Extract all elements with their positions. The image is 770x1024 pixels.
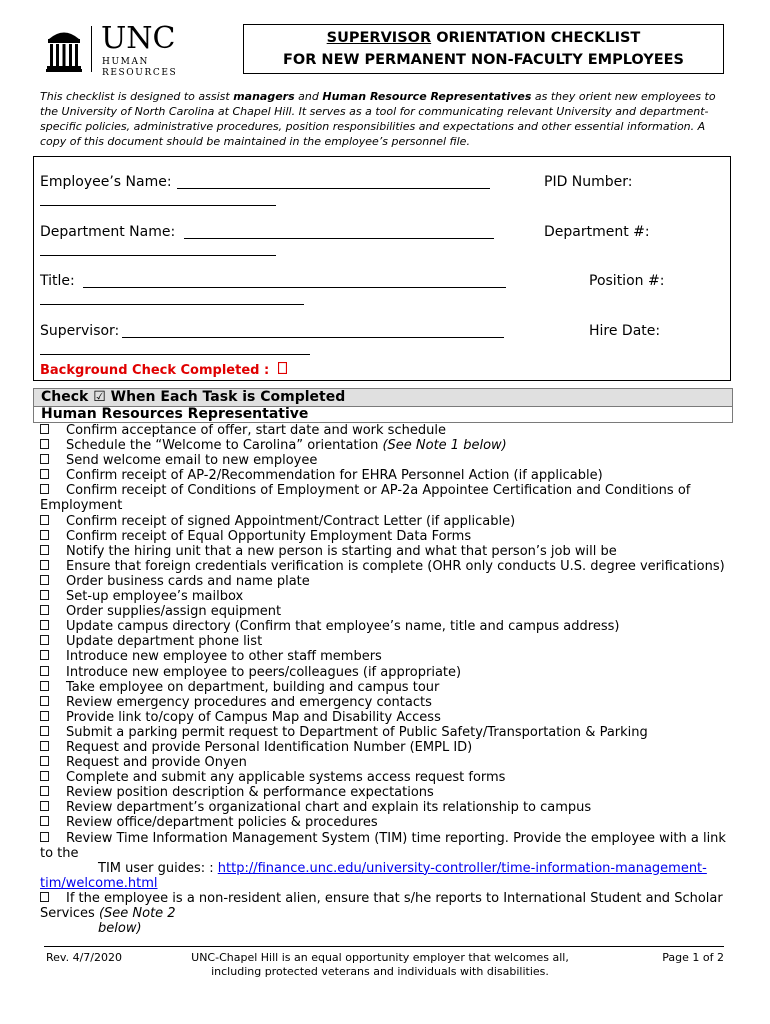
title-supervisor: SUPERVISOR (326, 30, 432, 46)
tim-user-guides-line (40, 861, 707, 876)
checkbox-icon[interactable] (40, 590, 49, 600)
checklist-item (40, 529, 730, 544)
checklist-heading (33, 388, 733, 407)
checklist-item-text: Request and provide Onyen (66, 755, 247, 771)
employee-name-label: Employee’s Name: (40, 174, 172, 190)
checklist-item (40, 649, 730, 664)
checklist-item-text: Set-up employee’s mailbox (66, 589, 244, 605)
checklist-item-text: Review Time Information Management System (TIM) time reporting. Provide the employee with a link to the (40, 830, 726, 861)
checklist-item (40, 574, 730, 589)
department-number-label: Department #: (544, 224, 650, 240)
note-1-reference: (See Note 1 below) (382, 438, 507, 454)
checklist-item (40, 680, 730, 695)
checklist-item-text: Take employee on department, building and campus tour (66, 679, 440, 695)
tim-user-guides (40, 861, 730, 876)
employee-name-line[interactable] (177, 188, 490, 189)
department-name-label: Department Name: (40, 224, 176, 240)
checkbox-icon[interactable] (40, 650, 49, 660)
logo-hr-text: HUMAN RESOURCES (102, 57, 178, 78)
hr-representative-heading (33, 406, 733, 423)
position-number-label: Position #: (589, 273, 665, 289)
document-title-box (243, 24, 724, 74)
checklist-item (40, 619, 730, 634)
checklist-item-text: Review department’s organizational chart and explain its relationship to campus (66, 800, 592, 816)
checkbox-icon[interactable] (40, 816, 49, 826)
checkbox-icon[interactable] (40, 424, 49, 434)
checklist-item (40, 544, 730, 559)
supervisor-label: Supervisor: (40, 323, 120, 339)
checkbox-icon[interactable] (40, 454, 49, 464)
old-well-icon (46, 26, 82, 72)
checklist-item (40, 483, 730, 513)
checkbox-icon[interactable] (40, 756, 49, 766)
intro-bold-managers: managers (233, 90, 295, 103)
checklist-item-text: Confirm acceptance of offer, start date and work schedule (66, 423, 446, 438)
employee-info-box (33, 156, 731, 381)
checklist-items (40, 423, 730, 936)
checklist-item (40, 665, 730, 680)
intro-text-3: as they orient new employees to the University of North Carolina at Chapel Hill. It serves as a tool for communicating relevant University and department-specific policies, administrative procedures, position responsibilities and expectations and other essential information. A copy of this document should be maintained in the employee’s personnel file. (40, 90, 716, 148)
checklist-item-text: Request and provide Personal Identification Number (EMPL ID) (66, 739, 473, 755)
checklist-item (40, 604, 730, 619)
intro-text-2: and (294, 90, 323, 103)
intro-paragraph (40, 89, 730, 149)
title-label: Title: (40, 273, 75, 289)
checklist-item (40, 815, 730, 830)
note-2-continued (40, 921, 730, 936)
checklist-item (40, 695, 730, 710)
checklist-item-text: If the employee is a non-resident alien, ensure that s/he reports to International Student and Scholar Services (40, 890, 723, 921)
checkbox-icon[interactable] (40, 741, 49, 751)
checklist-item-text: Review office/department policies & procedures (66, 815, 378, 831)
background-check (40, 362, 287, 378)
checklist-item (40, 423, 730, 438)
title-line[interactable] (83, 287, 506, 288)
tim-link-continued-text[interactable]: tim/welcome.html (40, 875, 158, 891)
checklist-item-text: Introduce new employee to peers/colleagues (if appropriate) (66, 664, 462, 680)
page-number: Page 1 of 2 (662, 951, 724, 964)
background-check-checkbox[interactable] (278, 362, 287, 378)
checkbox-icon[interactable] (40, 484, 49, 494)
checkbox-icon[interactable] (40, 575, 49, 585)
position-number-line[interactable] (40, 304, 304, 305)
note-2-reference: (See Note 2 (98, 906, 176, 921)
checklist-item (40, 634, 730, 649)
checklist-item (40, 453, 730, 468)
checkbox-icon[interactable] (40, 530, 49, 540)
checkbox-icon[interactable] (40, 560, 49, 570)
intro-text-1: This checklist is designed to assist (40, 90, 234, 103)
checkbox-icon[interactable] (40, 620, 49, 630)
checkbox-icon[interactable] (40, 515, 49, 525)
checklist-item-text: Confirm receipt of signed Appointment/Contract Letter (if applicable) (66, 513, 516, 529)
checklist-item-text: Order supplies/assign equipment (66, 604, 282, 620)
checkbox-icon[interactable] (40, 681, 49, 691)
checklist-item-text: Update department phone list (66, 634, 263, 650)
hire-date-label: Hire Date: (589, 323, 661, 339)
checklist-item-text: Confirm receipt of Equal Opportunity Employment Data Forms (66, 528, 472, 544)
checklist-item (40, 725, 730, 740)
background-check-label: Background Check Completed : (40, 363, 270, 378)
checklist-item-text: Introduce new employee to other staff members (66, 649, 382, 665)
checklist-item (40, 831, 730, 861)
footer-rule (44, 946, 724, 947)
checklist-item-text: Ensure that foreign credentials verification is complete (OHR only conducts U.S. degree verifications) (66, 558, 725, 574)
checklist-item-text: Update campus directory (Confirm that employee’s name, title and campus address) (66, 619, 620, 635)
pid-number-line[interactable] (40, 205, 276, 206)
checklist-item-text: Review position description & performance expectations (66, 785, 434, 801)
tim-user-guides-label: TIM user guides: : (98, 860, 218, 876)
title-line-1 (244, 30, 723, 46)
checkbox-icon[interactable] (40, 469, 49, 479)
supervisor-line[interactable] (122, 337, 504, 338)
unc-hr-logo (46, 21, 228, 78)
checklist-item (40, 514, 730, 529)
checkbox-icon[interactable] (40, 786, 49, 796)
checklist-item (40, 589, 730, 604)
checklist-item-text: Review emergency procedures and emergency contacts (66, 694, 432, 710)
checkbox-icon[interactable] (40, 726, 49, 736)
eo-statement (170, 951, 590, 979)
checklist-item-text: Send welcome email to new employee (66, 453, 318, 469)
checkbox-icon[interactable] (40, 605, 49, 615)
hr-representative-heading-text: Human Resources Representative (41, 406, 309, 422)
checkbox-icon[interactable] (40, 832, 49, 842)
checkbox-icon[interactable] (40, 892, 49, 902)
department-name-line[interactable] (184, 238, 494, 239)
pid-number-label: PID Number: (544, 174, 633, 190)
checkbox-icon[interactable] (40, 635, 49, 645)
tim-link[interactable]: http://finance.unc.edu/university-controller/time-information-management- (217, 860, 707, 876)
checklist-item (40, 891, 730, 921)
checklist-item-text: Provide link to/copy of Campus Map and Disability Access (66, 709, 441, 725)
checklist-item-text: Complete and submit any applicable systems access request forms (66, 770, 506, 786)
checklist-item-text: Confirm receipt of AP-2/Recommendation for EHRA Personnel Action (if applicable) (66, 468, 603, 484)
title-rest: ORIENTATION CHECKLIST (431, 30, 641, 46)
logo-divider (91, 26, 92, 72)
checklist-heading-text: Check ☑ When Each Task is Completed (41, 389, 346, 405)
checklist-item-text: Confirm receipt of Conditions of Employment or AP-2a Appointee Certification and Conditions of Employment (40, 483, 691, 514)
logo-unc-text: UNC (101, 21, 176, 56)
checkbox-icon[interactable] (40, 771, 49, 781)
revision-date: Rev. 4/7/2020 (46, 951, 122, 964)
checklist-item (40, 800, 730, 815)
checkbox-icon[interactable] (40, 545, 49, 555)
department-number-line[interactable] (40, 255, 276, 256)
checklist-item (40, 468, 730, 483)
checklist-item (40, 438, 730, 453)
eo-statement-line-2: including protected veterans and individuals with disabilities. (211, 965, 549, 978)
checkbox-icon[interactable] (40, 696, 49, 706)
checklist-item-text: Submit a parking permit request to Department of Public Safety/Transportation & Parking (66, 724, 648, 740)
eo-statement-line-1: UNC-Chapel Hill is an equal opportunity employer that welcomes all, (191, 951, 569, 964)
checklist-item-text: Order business cards and name plate (66, 573, 310, 589)
tim-link-continued (40, 876, 730, 891)
checklist-item (40, 785, 730, 800)
hire-date-line[interactable] (40, 354, 310, 355)
checklist-item (40, 755, 730, 770)
title-line-2: FOR NEW PERMANENT NON-FACULTY EMPLOYEES (282, 52, 684, 68)
checklist-item (40, 710, 730, 725)
checkbox-icon[interactable] (40, 711, 49, 721)
note-2-continued-text: below) (98, 921, 142, 937)
checklist-item (40, 770, 730, 785)
intro-bold-hr-reps: Human Resource Representatives (322, 90, 532, 103)
checklist-item (40, 559, 730, 574)
checkbox-icon[interactable] (40, 439, 49, 449)
checklist-item-text: Schedule the “Welcome to Carolina” orientation (66, 438, 383, 454)
checkbox-icon[interactable] (40, 801, 49, 811)
checklist-item (40, 740, 730, 755)
checkbox-icon[interactable] (40, 666, 49, 676)
checklist-item-text: Notify the hiring unit that a new person is starting and what that person’s job will be (66, 543, 617, 559)
